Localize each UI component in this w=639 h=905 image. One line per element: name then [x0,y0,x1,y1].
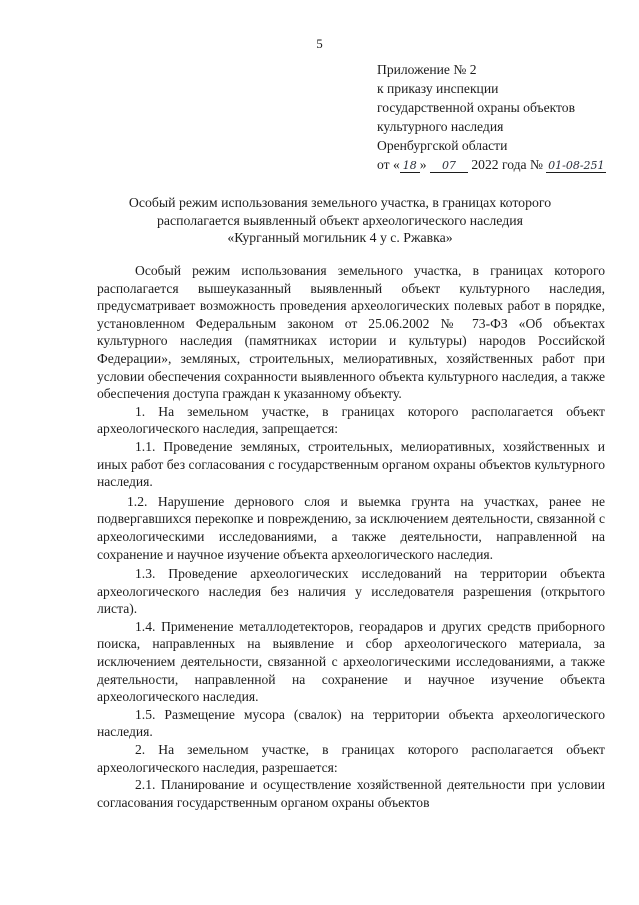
appendix-line: к приказу инспекции [377,81,499,97]
title-line: Особый режим использования земельного участка, в границах которого [128,195,552,210]
appendix-line: государственной охраны объектов [377,100,576,116]
section-1-1: 1.1. Проведение земляных, строительных, мелиоративных, хозяйственных и иных работ без согласования с государственным органом охраны объектов культурного наследия. [97,438,605,490]
appendix-line: культурного наследия [377,119,504,135]
appendix-line: Приложение № 2 [377,62,477,77]
title-line: «Курганный могильник 4 у с. Ржавка» [227,230,453,246]
intro-paragraph: Особый режим использования земельного участка, в границах которого располагается вышеуказанный выявленный объект культурного наследия, предусматривает возможность проведения археологических полевых работ в порядке, установленном Федеральным законом от 25.06.2002 № 73-ФЗ «Об объектах культурного наследия (памятниках истории и культуры) народов Российской Федерации», земляных, строительных, мелиоративных, хозяйственных работ при условии обеспечения сохранности выявленного объекта культурного наследия, а также обеспечения доступа граждан к указанному объекту. [97,263,605,402]
date-year: 2022 года № [471,157,543,173]
handwritten-day: 18 [400,159,420,173]
page-number: 5 [316,36,323,51]
section-2-1: 2.1. Планирование и осуществление хозяйственной деятельности при условии согласования государственным органом охраны объектов [97,777,605,810]
section-1-3: 1.3. Проведение археологических исследований на территории объекта археологического наследия без наличия у исследователя разрешения (открытого листа). [97,566,605,617]
appendix-block [377,60,632,175]
appendix-line: Оренбургской области [377,138,508,154]
document-title [60,194,620,247]
document-body [97,262,605,811]
appendix-date-line [377,155,632,174]
date-prefix: от « [377,157,400,173]
handwritten-month: 07 [430,159,468,173]
handwritten-order-number: 01-08-251 [548,159,605,173]
section-1: 1. На земельном участке, в границах которого располагается объект археологического наследия, запрещается: [97,403,605,437]
section-1-2: 1.2. Нарушение дернового слоя и выемка грунта на участках, ранее не подвергавшихся перекопке и повреждению, за исключением деятельности, связанной с археологическими исследованиями, а также деятельности, направленной на сохранение и научное изучение объекта археологического наследия. [97,493,605,562]
date-quote-close: » [419,157,427,173]
section-1-4: 1.4. Применение металлодетекторов, георадаров и других средств приборного поиска, направленных на выявление и сбор археологического материала, за исключением деятельности, связанной с археологическими исследованиями, а также деятельности, направленной на сохранение и научное изучение объекта археологического наследия. [97,618,605,705]
section-2: 2. На земельном участке, в границах которого располагается объект археологического наследия, разрешается: [97,742,605,775]
section-1-5: 1.5. Размещение мусора (свалок) на территории объекта археологического наследия. [97,706,605,740]
title-line: располагается выявленный объект археологического наследия [157,212,523,228]
